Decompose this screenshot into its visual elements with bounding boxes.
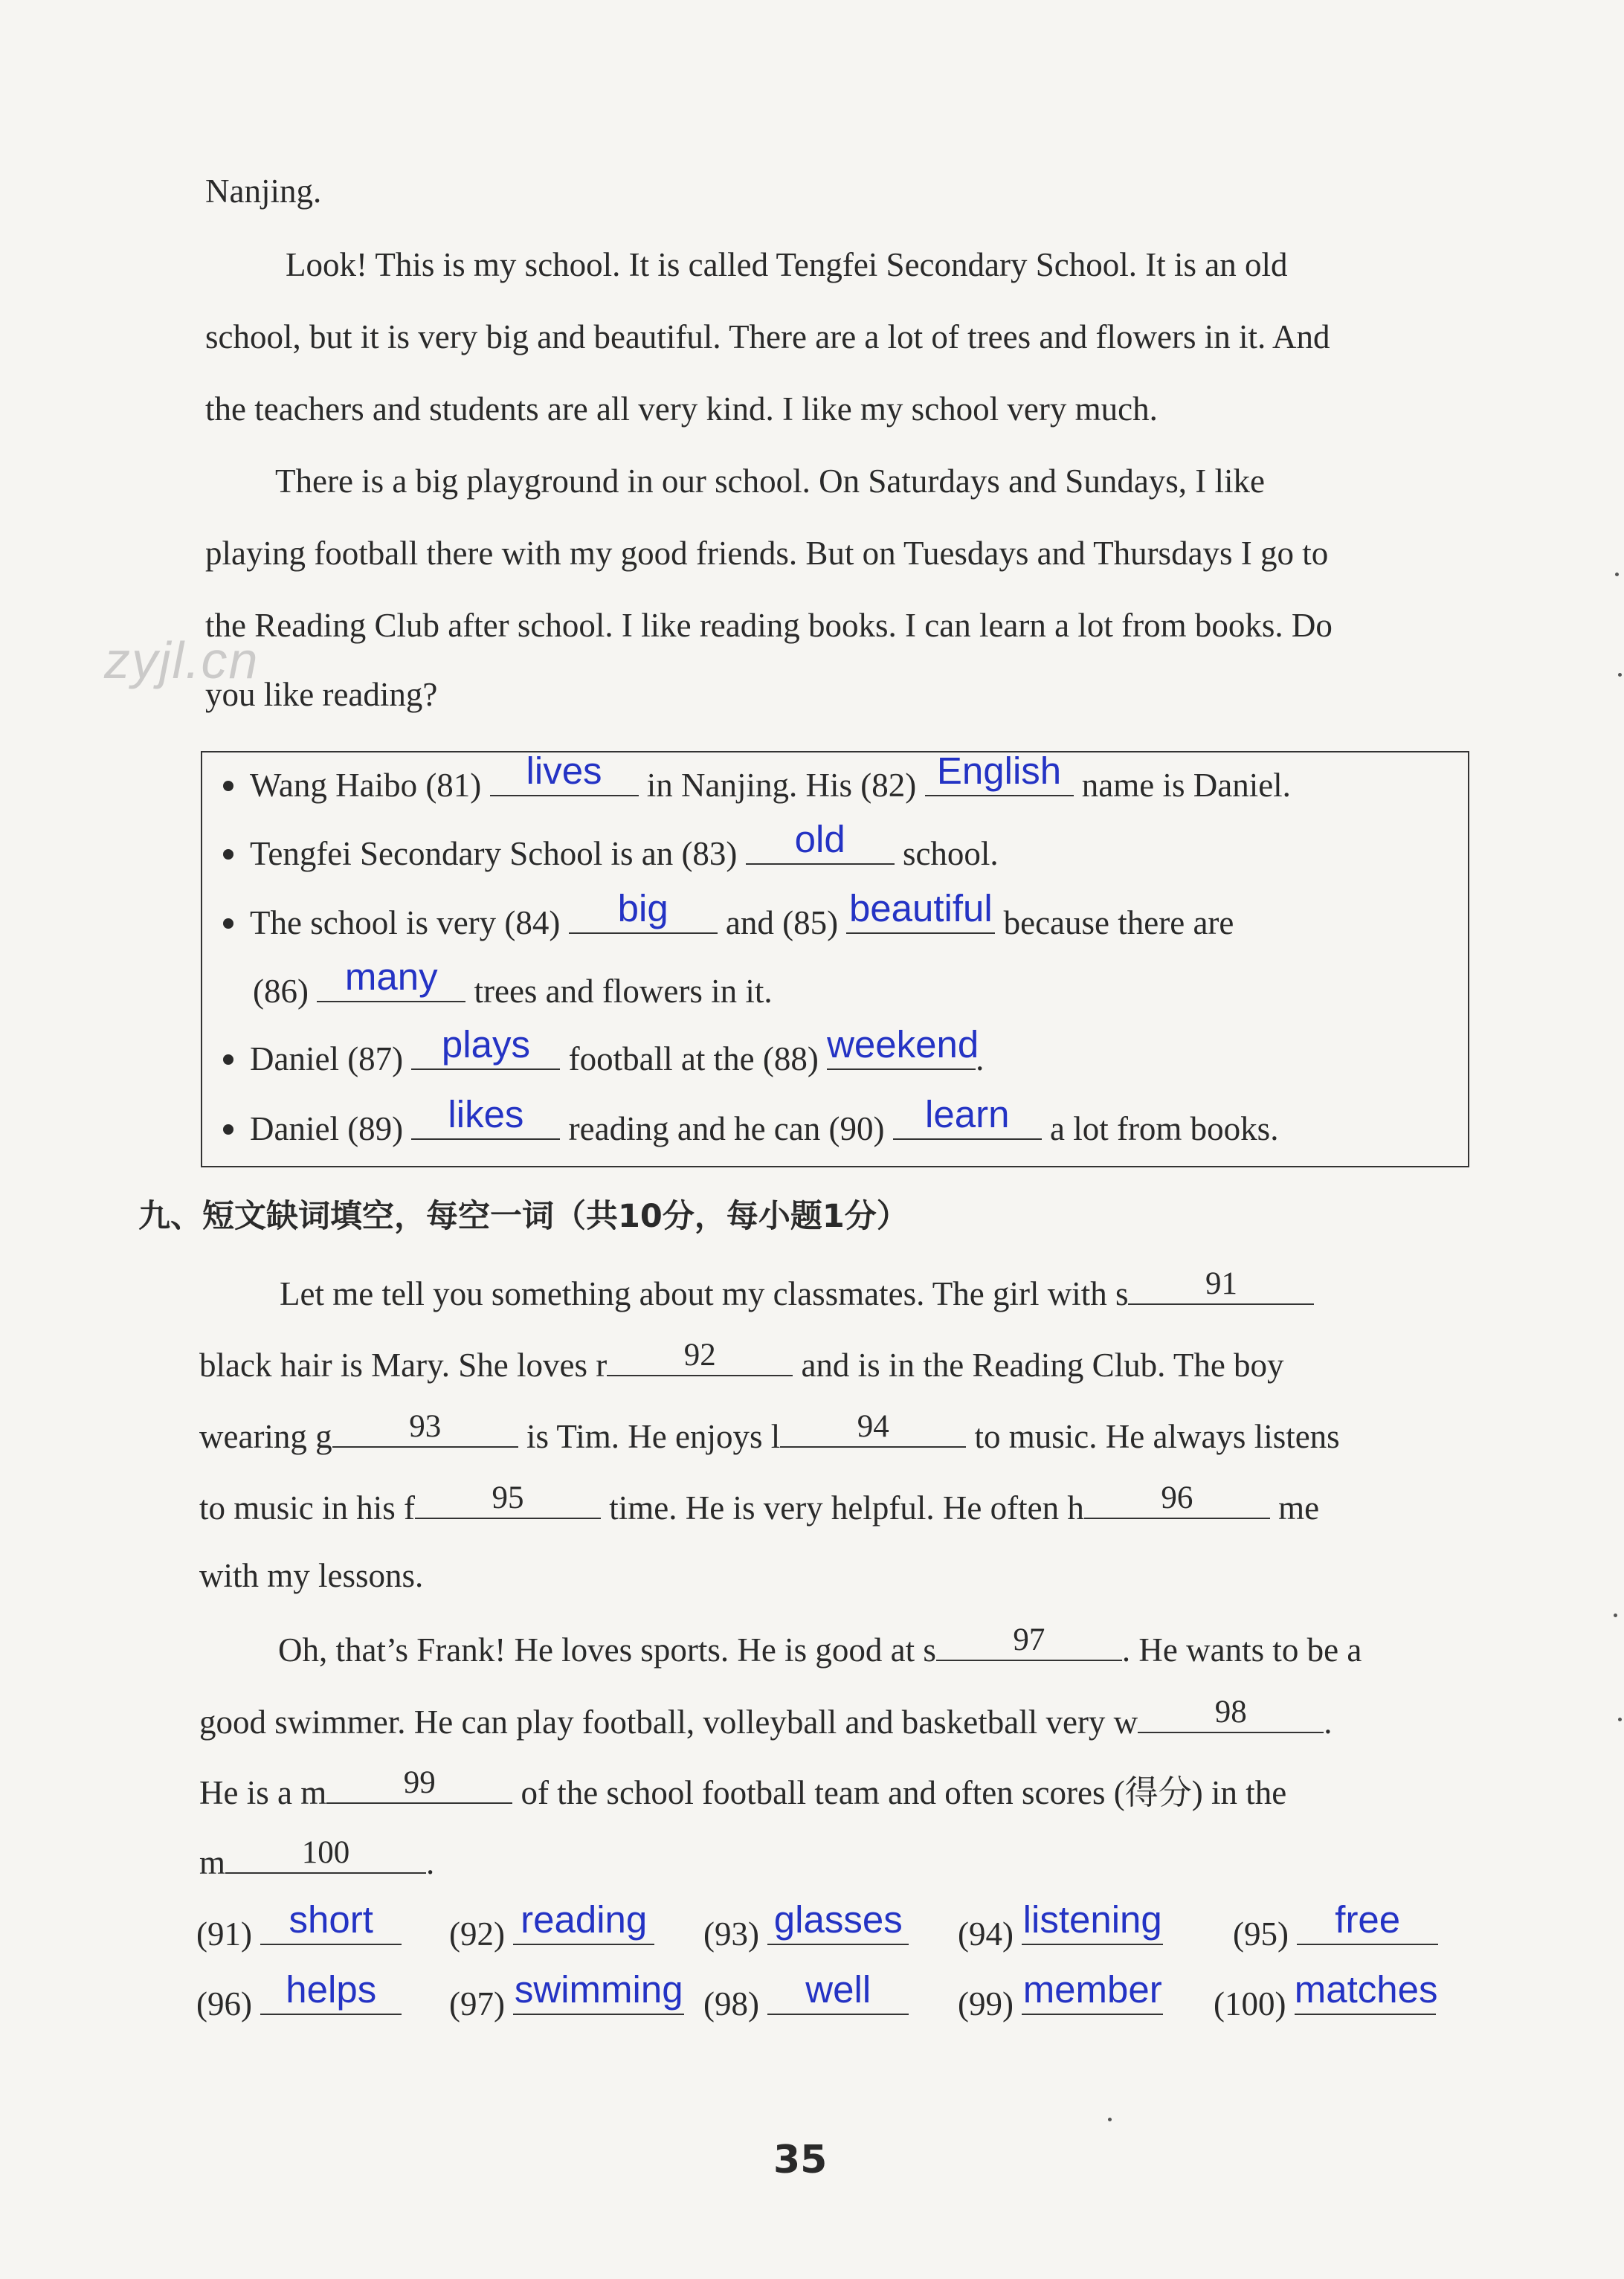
- cloze-blank-94: 94: [780, 1414, 966, 1448]
- answer-blank-96[interactable]: helps: [260, 1981, 402, 2015]
- passage-line: There is a big playground in our school. On Saturdays and Sundays, I like: [275, 462, 1266, 500]
- answer-blank-97[interactable]: swimming: [513, 1981, 684, 2015]
- scan-speck: [1618, 1718, 1622, 1721]
- answer-item: (95) free: [1233, 1911, 1438, 1956]
- answer-item: (100) matches: [1214, 1968, 1438, 2022]
- watermark: zyjl.cn: [104, 631, 260, 689]
- answer-item: (93) glasses: [703, 1911, 909, 1956]
- passage-line: you like reading?: [205, 676, 438, 713]
- answer-blank-87[interactable]: plays: [411, 1036, 560, 1070]
- summary-item: (86) many trees and flowers in it.: [253, 955, 773, 1010]
- answer-item: (98) well: [703, 1981, 909, 2026]
- passage-line: the teachers and students are all very kind. I like my school very much.: [205, 390, 1158, 428]
- cloze-blank-95: 95: [415, 1485, 601, 1519]
- cloze-line: with my lessons.: [199, 1557, 424, 1594]
- page-number: 35: [773, 2138, 828, 2182]
- scan-speck: [1615, 573, 1619, 576]
- passage-line: school, but it is very big and beautiful. There are a lot of trees and flowers in it. And: [205, 318, 1330, 355]
- answer-item: (92) reading: [449, 1911, 654, 1956]
- answer-blank-88[interactable]: weekend: [827, 1036, 976, 1070]
- bullet-icon: [223, 849, 233, 860]
- bullet-icon: [223, 781, 233, 791]
- answer-blank-90[interactable]: learn: [893, 1106, 1042, 1140]
- summary-item: Daniel (89) likes reading and he can (90) learn a lot from books.: [223, 1106, 1278, 1151]
- cloze-line: wearing g 93 is Tim. He enjoys l 94 to music. He always listens: [199, 1409, 1340, 1455]
- answer-blank-95[interactable]: free: [1297, 1911, 1438, 1945]
- cloze-blank-96: 96: [1084, 1485, 1270, 1519]
- answer-blank-84[interactable]: big: [569, 900, 718, 934]
- cloze-line: black hair is Mary. She loves r 92 and is in the Reading Club. The boy: [199, 1338, 1284, 1384]
- summary-item: Daniel (87) plays football at the (88) weekend .: [223, 1036, 984, 1081]
- cloze-line: He is a m 99 of the school football team and often scores (得分) in the: [199, 1765, 1287, 1811]
- cloze-blank-93: 93: [332, 1414, 518, 1448]
- answer-blank-93[interactable]: glasses: [767, 1911, 909, 1945]
- answer-item: (97) swimming: [449, 1968, 683, 2022]
- bullet-icon: [223, 1124, 233, 1135]
- bullet-icon: [223, 918, 233, 929]
- answer-item: (96) helps: [196, 1981, 402, 2026]
- answer-item: (99) member: [958, 1968, 1162, 2022]
- scan-speck: [1108, 2118, 1112, 2121]
- summary-item: The school is very (84) big and (85) beautiful because there are: [223, 900, 1234, 945]
- cloze-blank-91: 91: [1128, 1271, 1314, 1305]
- answer-blank-82[interactable]: English: [925, 762, 1074, 796]
- passage-line: Look! This is my school. It is called Tengfei Secondary School. It is an old: [286, 246, 1288, 283]
- passage-line: the Reading Club after school. I like reading books. I can learn a lot from books. Do: [205, 607, 1333, 644]
- cloze-blank-97: 97: [936, 1627, 1122, 1661]
- answer-item: (94) listening: [958, 1898, 1162, 1953]
- summary-item: Tengfei Secondary School is an (83) old school.: [223, 831, 999, 876]
- answer-item: (91) short: [196, 1911, 402, 1956]
- cloze-blank-99: 99: [326, 1770, 512, 1804]
- passage-line: playing football there with my good friends. But on Tuesdays and Thursdays I go to: [205, 535, 1329, 572]
- answer-blank-99[interactable]: member: [1022, 1981, 1163, 2015]
- passage-line: Nanjing.: [205, 173, 322, 210]
- answer-blank-83[interactable]: old: [746, 831, 895, 865]
- bullet-icon: [223, 1054, 233, 1065]
- answer-blank-89[interactable]: likes: [411, 1106, 560, 1140]
- scan-speck: [1618, 673, 1622, 677]
- answer-blank-81[interactable]: lives: [490, 762, 639, 796]
- summary-item: Wang Haibo (81) lives in Nanjing. His (82) English name is Daniel.: [223, 762, 1291, 808]
- answer-blank-94[interactable]: listening: [1022, 1911, 1163, 1945]
- answer-blank-92[interactable]: reading: [513, 1911, 654, 1945]
- cloze-line: m 100 .: [199, 1835, 435, 1881]
- cloze-line: good swimmer. He can play football, volleyball and basketball very w 98 .: [199, 1695, 1333, 1741]
- cloze-blank-100: 100: [225, 1840, 426, 1874]
- answer-blank-86[interactable]: many: [317, 968, 465, 1002]
- cloze-blank-98: 98: [1138, 1699, 1324, 1733]
- answer-blank-85[interactable]: beautiful: [846, 900, 995, 934]
- answer-blank-98[interactable]: well: [767, 1981, 909, 2015]
- section-heading: 九、短文缺词填空，每空一词（共10分，每小题1分）: [138, 1198, 909, 1235]
- answer-blank-91[interactable]: short: [260, 1911, 402, 1945]
- scan-speck: [1614, 1614, 1617, 1617]
- cloze-line: to music in his f 95 time. He is very helpful. He often h 96 me: [199, 1480, 1320, 1527]
- cloze-blank-92: 92: [607, 1342, 793, 1376]
- cloze-line: Let me tell you something about my classmates. The girl with s 91: [280, 1271, 1314, 1316]
- answer-blank-100[interactable]: matches: [1295, 1981, 1436, 2015]
- cloze-line: Oh, that’s Frank! He loves sports. He is good at s 97 . He wants to be a: [278, 1622, 1362, 1669]
